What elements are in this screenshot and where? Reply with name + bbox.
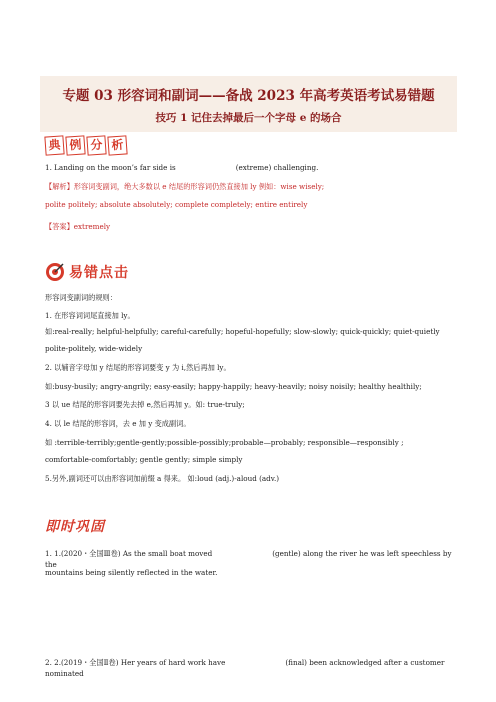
example-question [45,162,465,173]
rule-1-examples: 如:real-really; helpful-helpfully; careful-carefully; hopeful-hopefully; slow-slowly; quick-quickly; quiet-quietly [45,327,440,336]
practice-badge [45,516,105,536]
practice-question-2 [45,657,465,679]
question-hint: (gentle) along the river he was left speechless by the [45,549,452,569]
common-errors-badge [45,262,129,282]
page-subtitle: 技巧 1 记住去掉最后一个字母 e 的场合 [155,112,342,124]
target-icon [45,262,65,282]
badge-label: 易错点击 [69,265,129,281]
example-analysis-badge [45,136,127,155]
rule-1: 1. 在形容词词尾直接加 ly。 [45,311,135,320]
badge-char: 析 [107,135,127,155]
rule-4-examples: 如 :terrible-terribly;gentle-gently;possible-possibly;probable—probably; responsible—responsibly ; [45,438,404,447]
rule-4: 4. 以 le 结尾的形容词，去 e 加 y 变成副词。 [45,419,191,428]
analysis-line-2: polite politely; absolute absolutely; complete completely; entire entirely [45,200,308,209]
question-hint: (final) been acknowledged after a customer nominated [45,658,445,678]
badge-char: 分 [86,135,106,155]
badge-label: 即时巩固 [45,519,105,535]
question-hint: (extreme) challenging. [235,163,319,172]
rule-5: 5.另外,副词还可以由形容词加前缀 a 得来。 如:loud (adj.)-aloud (adv.) [45,474,280,483]
rule-3: 3 以 ue 结尾的形容词要先去掉 e,然后再加 y。如: true-truly; [45,400,245,409]
question-text: 2. 2.(2019・全国Ⅱ卷) Her years of hard work have [45,658,226,667]
badge-char: 例 [65,135,85,155]
question-text: 1. Landing on the moon’s far side is [45,163,176,172]
answer-line: 【答案】extremely [45,222,111,231]
rule-4-examples-cont: comfortable-comfortably; gentle gently; simple simply [45,455,243,464]
page-title: 专题 03 形容词和副词——备战 2023 年高考英语考试易错题 [62,88,435,104]
rule-2-examples: 如:busy-busily; angry-angrily; easy-easily; happy-happily; heavy-heavily; noisy noisily; healthy healthily; [45,382,422,391]
question-text: 1. 1.(2020・全国Ⅲ卷) As the small boat moved [45,549,213,558]
analysis-line-1: 【解析】形容词变副词，绝大多数以 e 结尾的形容词仍然直接加 ly 例如：wise wisely; [45,182,325,191]
rule-2: 2. 以辅音字母加 y 结尾的形容词要变 y 为 i,然后再加 ly。 [45,363,231,372]
rules-title: 形容词变副词的规则： [45,293,117,302]
badge-char: 典 [44,135,64,155]
rule-1-examples-cont: polite-politely, wide-widely [45,344,143,353]
practice-question-1-cont: mountains being silently reflected in the water. [45,568,218,577]
